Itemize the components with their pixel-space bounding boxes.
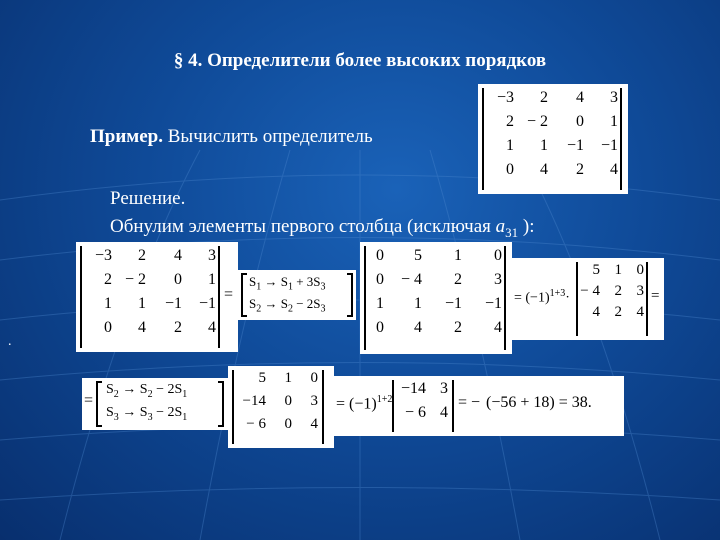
det-cell: −1 xyxy=(566,137,584,154)
det-bar-right xyxy=(646,262,648,336)
element-variable: a xyxy=(495,216,506,237)
det-cell: 1 xyxy=(376,295,384,312)
det-cell: 4 xyxy=(174,247,182,264)
det-cell: 1 xyxy=(208,271,216,288)
det-cell: −1 xyxy=(198,295,216,312)
det-cell: 1 xyxy=(414,295,422,312)
det-cell: 0 xyxy=(104,319,112,336)
det-cell: 1 xyxy=(104,295,112,312)
det-cell: 5 xyxy=(592,262,600,278)
bracket-left xyxy=(96,381,102,427)
det-bar-right xyxy=(322,370,324,444)
row-operation-2: $S_2 \to S_2 - 2S_3$ xyxy=(249,296,326,315)
solution-label: Решение. xyxy=(110,188,186,209)
bracket-right xyxy=(218,381,224,427)
det-cell: 2 xyxy=(576,161,584,178)
determinant-2x2 xyxy=(392,380,450,422)
det-cell: 1 xyxy=(138,295,146,312)
det-cell: 1 xyxy=(284,370,292,386)
sign-factor-2: = $(-1)^{1+2}$ xyxy=(336,394,393,413)
determinant-3x3-reduced xyxy=(232,370,320,433)
det-cell: 2 xyxy=(614,283,622,299)
det-cell: −1 xyxy=(444,295,462,312)
det-cell: 0 xyxy=(506,161,514,178)
element-index: 31 xyxy=(505,224,519,240)
determinant-4x4-task xyxy=(482,89,618,179)
row-operation-3: $S_2 \to S_2 - 2S_1$ xyxy=(106,382,188,400)
det-cell: 1 xyxy=(454,247,462,264)
bracket-right xyxy=(347,273,353,317)
det-cell: 0 xyxy=(376,247,384,264)
det-cell: 5 xyxy=(414,247,422,264)
determinant-3x3-minor xyxy=(576,262,644,321)
det-cell: 2 xyxy=(614,304,622,320)
det-cell: 4 xyxy=(540,161,548,178)
minor-box-3x3 xyxy=(512,258,664,340)
bracket-left xyxy=(241,273,247,317)
determinant-4x4-original xyxy=(80,247,216,337)
det-cell: − 6 xyxy=(404,404,426,421)
det-cell: − 4 xyxy=(400,271,422,288)
determinant-box-task xyxy=(478,84,628,194)
sign-factor-1: = $(-1)^{1+3}\cdot$ xyxy=(514,288,570,306)
determinant-box-transformed xyxy=(360,242,512,354)
det-cell: 0 xyxy=(376,319,384,336)
det-cell: 3 xyxy=(494,271,502,288)
det-cell: 4 xyxy=(310,416,318,432)
det-cell: 2 xyxy=(174,319,182,336)
det-cell: 0 xyxy=(284,393,292,409)
det-cell: 0 xyxy=(284,416,292,432)
det-cell: 3 xyxy=(636,283,644,299)
det-cell: 3 xyxy=(208,247,216,264)
stray-dot: . xyxy=(8,334,12,349)
row-operations-box-2 xyxy=(82,378,228,430)
det-cell: 4 xyxy=(208,319,216,336)
det-cell: 2 xyxy=(454,319,462,336)
row-operation-1: $S_1 \to S_1 + 3S_3$ xyxy=(249,274,326,293)
det-cell: 4 xyxy=(440,404,448,421)
det-cell: 0 xyxy=(576,113,584,130)
det-cell: −3 xyxy=(496,89,514,106)
zero-column-end: ): xyxy=(518,216,535,237)
zero-column-text: Обнулим элементы первого столбца (исключая xyxy=(110,216,496,237)
slide-title: § 4. Определители более высоких порядков xyxy=(173,50,547,71)
final-computation-box xyxy=(334,376,624,436)
det-cell: 4 xyxy=(592,304,600,320)
det-cell: − 6 xyxy=(246,416,266,432)
det-cell: 2 xyxy=(506,113,514,130)
det-cell: 0 xyxy=(494,247,502,264)
det-cell: 4 xyxy=(414,319,422,336)
det-cell: 2 xyxy=(138,247,146,264)
det-bar-right xyxy=(452,380,454,432)
det-cell: 1 xyxy=(614,262,622,278)
det-cell: 2 xyxy=(540,89,548,106)
det-cell: 1 xyxy=(540,137,548,154)
det-cell: −1 xyxy=(164,295,182,312)
det-cell: −1 xyxy=(600,137,618,154)
determinant-box-3x3-reduced xyxy=(228,366,334,448)
det-cell: 4 xyxy=(576,89,584,106)
det-bar-right xyxy=(620,88,622,190)
det-cell: 0 xyxy=(310,370,318,386)
det-cell: − 2 xyxy=(124,271,146,288)
zero-column-line xyxy=(110,216,535,241)
row-operations-box-1 xyxy=(238,270,356,320)
det-cell: −14 xyxy=(400,380,426,397)
equals-sign: = xyxy=(651,288,660,304)
row-operation-4: $S_3 \to S_3 - 2S_1$ xyxy=(106,405,188,423)
det-cell: 1 xyxy=(506,137,514,154)
det-cell: 3 xyxy=(310,393,318,409)
det-cell: 5 xyxy=(258,370,266,386)
det-cell: 3 xyxy=(440,380,448,397)
final-result: (−56 + 18) = 38. xyxy=(486,394,592,411)
det-cell: 4 xyxy=(636,304,644,320)
determinant-box-original xyxy=(76,242,238,352)
det-cell: −14 xyxy=(242,393,266,409)
final-equals: = − xyxy=(458,394,481,411)
det-cell: 3 xyxy=(610,89,618,106)
det-cell: − 2 xyxy=(526,113,548,130)
det-cell: 2 xyxy=(454,271,462,288)
det-cell: 2 xyxy=(104,271,112,288)
example-text: Вычислить определитель xyxy=(163,126,373,147)
det-bar-right xyxy=(504,246,506,350)
det-cell: −1 xyxy=(484,295,502,312)
example-label: Пример. xyxy=(90,126,163,147)
det-cell: 1 xyxy=(610,113,618,130)
det-cell: −3 xyxy=(94,247,112,264)
det-cell: − 4 xyxy=(580,283,600,299)
example-line xyxy=(90,126,373,148)
det-cell: 4 xyxy=(138,319,146,336)
det-cell: 4 xyxy=(610,161,618,178)
equals-sign: = xyxy=(84,392,94,409)
det-cell: 0 xyxy=(174,271,182,288)
det-bar-right xyxy=(218,246,220,348)
det-cell: 4 xyxy=(494,319,502,336)
determinant-4x4-transformed xyxy=(364,247,502,337)
equals-sign: = xyxy=(224,286,234,303)
det-cell: 0 xyxy=(376,271,384,288)
det-cell: 0 xyxy=(636,262,644,278)
